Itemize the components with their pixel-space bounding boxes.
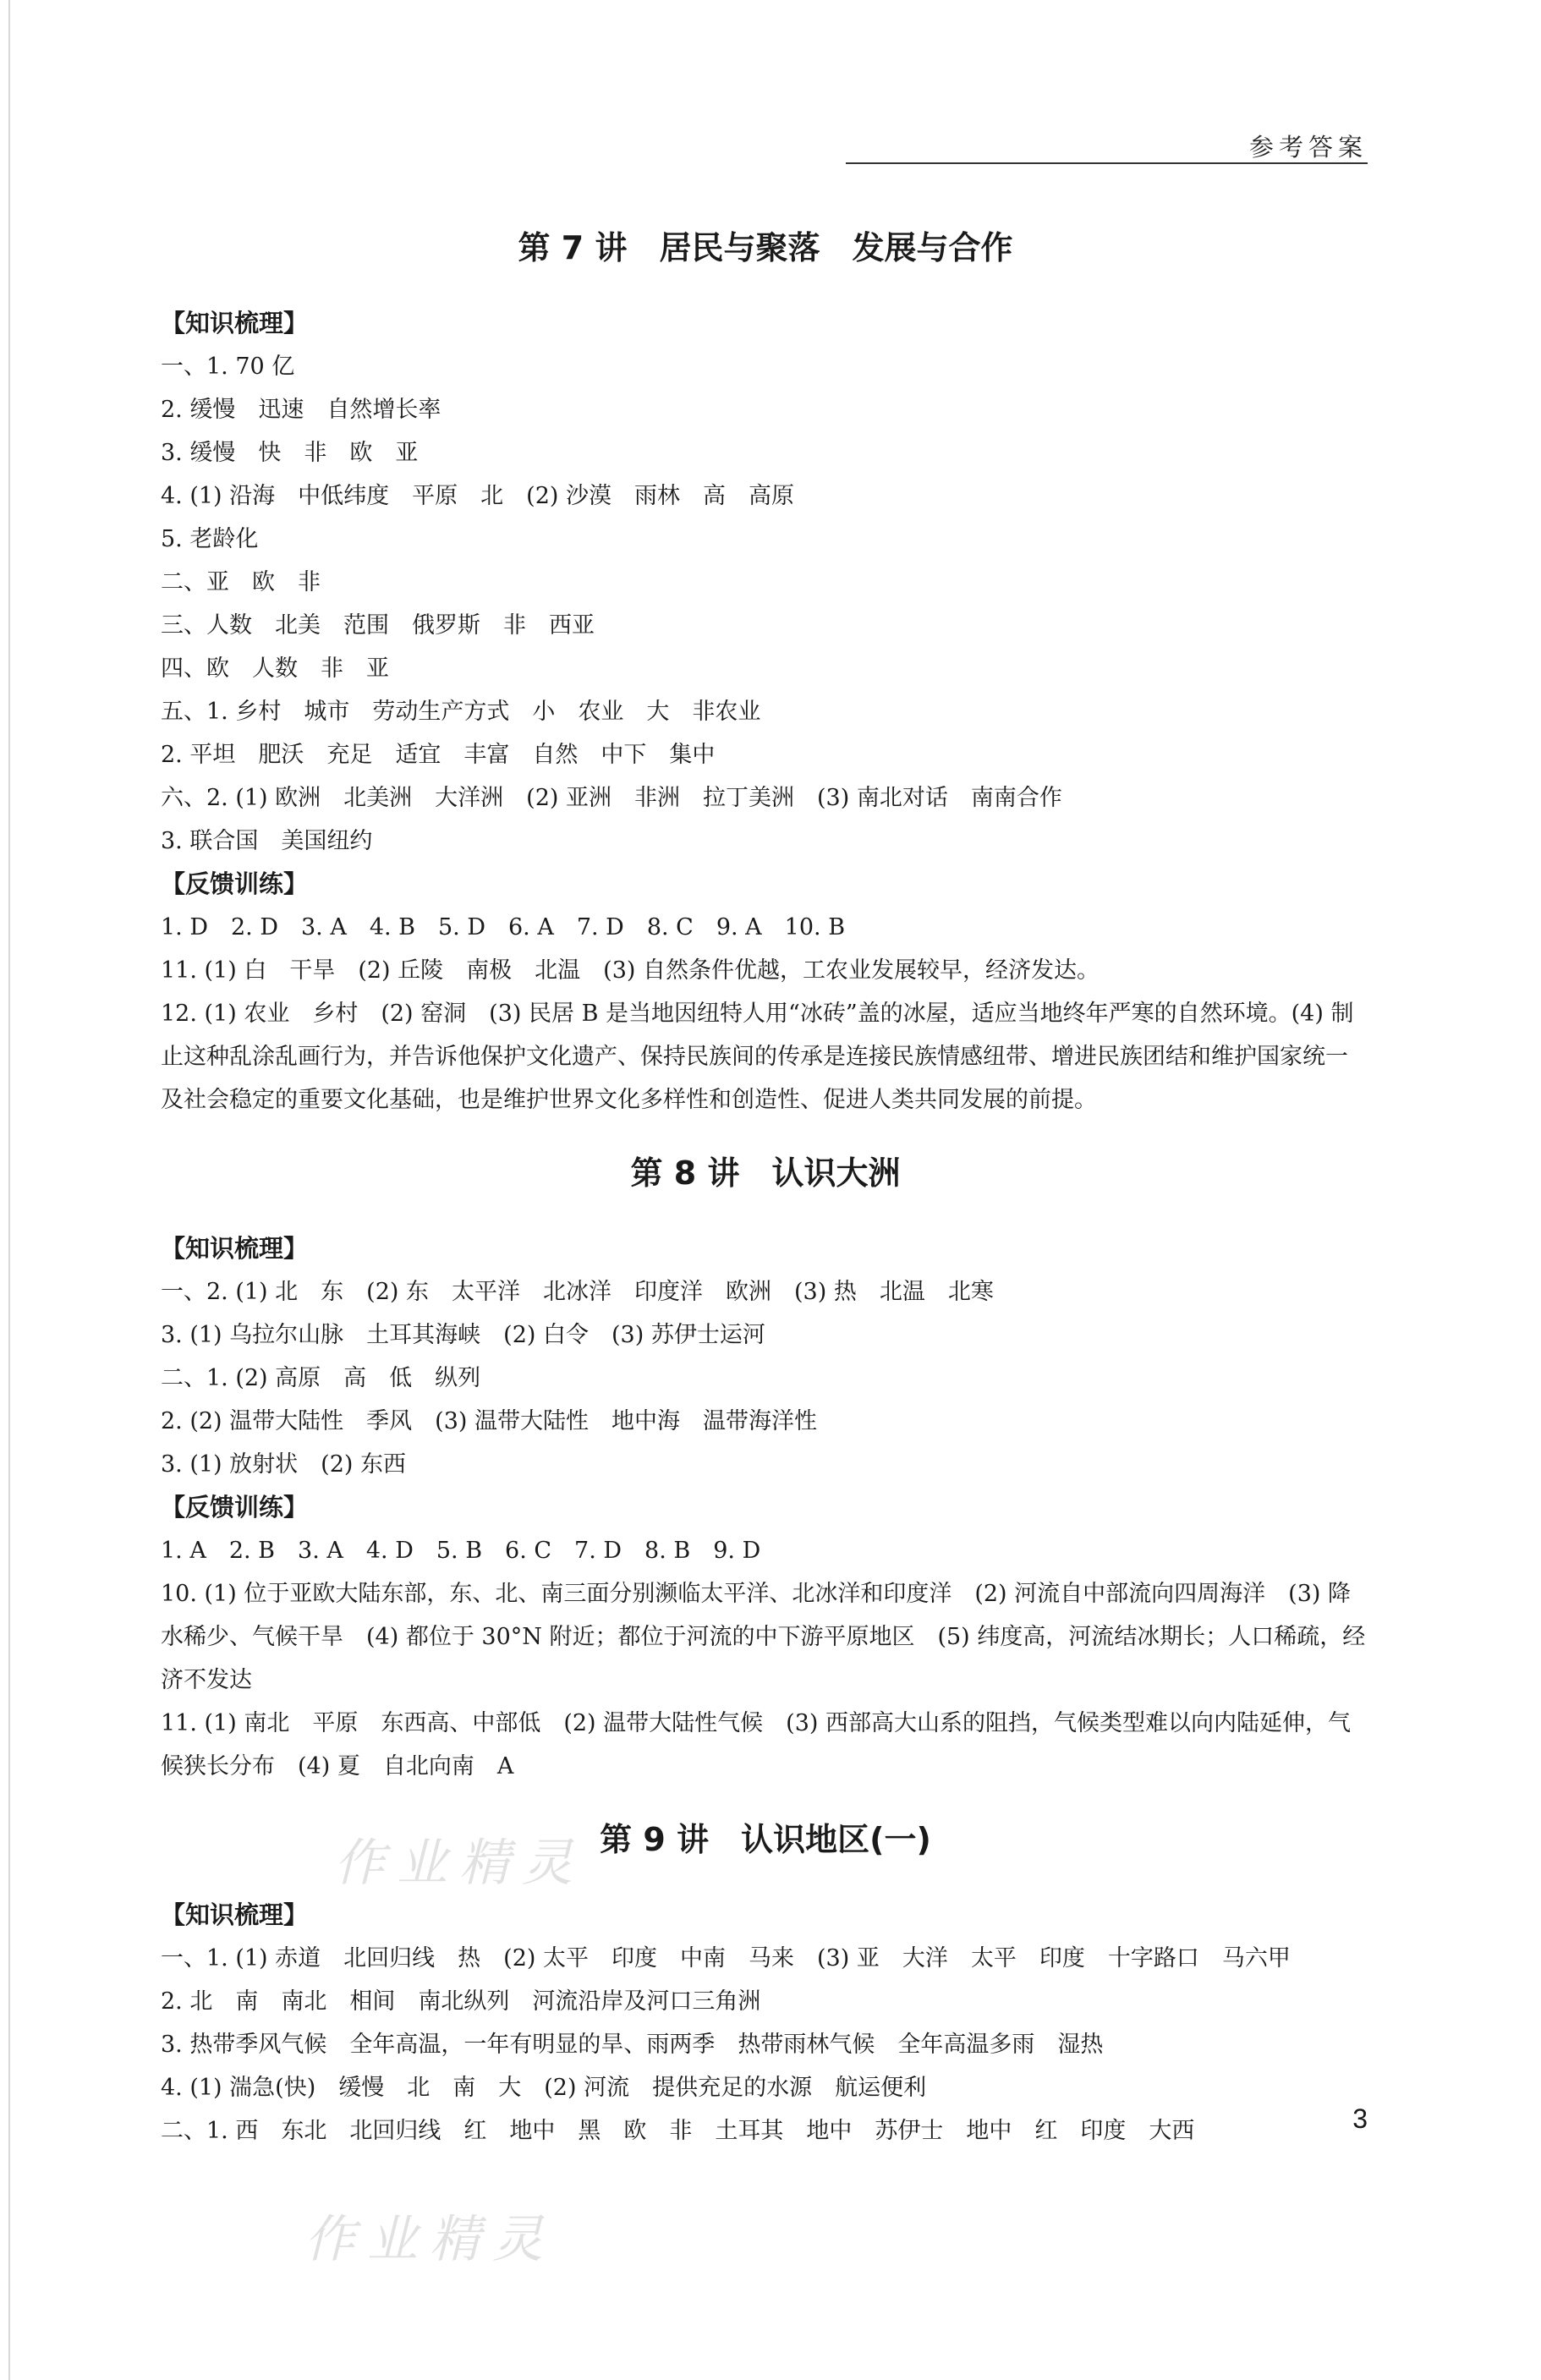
answer-line: 三、人数 北美 范围 俄罗斯 非 西亚 — [161, 612, 595, 639]
answer-line: 3. (1) 乌拉尔山脉 土耳其海峡 (2) 白令 (3) 苏伊士运河 — [161, 1322, 765, 1348]
answer-line: 六、2. (1) 欧洲 北美洲 大洋洲 (2) 亚洲 非洲 拉丁美洲 (3) 南北对话 南南合作 — [161, 785, 1062, 811]
answer-line: 5. 老龄化 — [161, 526, 259, 552]
answer-line: 二、亚 欧 非 — [161, 569, 321, 595]
answer-line: 一、1. 70 亿 — [161, 354, 295, 380]
answer-line: 2. (2) 温带大陆性 季风 (3) 温带大陆性 地中海 温带海洋性 — [161, 1408, 817, 1434]
answer-line: 11. (1) 南北 平原 东西高、中部低 (2) 温带大陆性气候 (3) 西部高大山系的阻挡，气候类型难以向内陆延伸，气候狭长分布 (4) 夏 自北向南 A — [161, 1710, 1352, 1780]
running-header: 参考答案 — [1248, 133, 1368, 162]
header-rule — [846, 162, 1368, 164]
section-heading: 【反馈训练】 — [161, 869, 309, 898]
lecture-title: 第 8 讲 认识大洲 — [630, 1154, 901, 1192]
lecture-title: 第 7 讲 居民与聚落 发展与合作 — [518, 229, 1013, 266]
answer-line: 2. 平坦 肥沃 充足 适宜 丰富 自然 中下 集中 — [161, 742, 716, 768]
answer-line: 1. A 2. B 3. A 4. D 5. B 6. C 7. D 8. B 9. D — [161, 1538, 761, 1564]
answer-line: 一、2. (1) 北 东 (2) 东 太平洋 北冰洋 印度洋 欧洲 (3) 热 北温 北寒 — [161, 1279, 994, 1305]
answer-line: 1. D 2. D 3. A 4. B 5. D 6. A 7. D 8. C 9. A 10. B — [161, 914, 846, 940]
watermark: 作业精灵 — [304, 2210, 555, 2269]
answer-line: 4. (1) 沿海 中低纬度 平原 北 (2) 沙漠 雨林 高 高原 — [161, 483, 794, 509]
answer-line: 一、1. (1) 赤道 北回归线 热 (2) 太平 印度 中南 马来 (3) 亚 大洋 太平 印度 十字路口 马六甲 — [161, 1945, 1291, 1971]
watermark: 作业精灵 — [334, 1834, 584, 1893]
answer-line: 3. 热带季风气候 全年高温，一年有明显的旱、雨两季 热带雨林气候 全年高温多雨 湿热 — [161, 2032, 1104, 2058]
answer-line: 四、欧 人数 非 亚 — [161, 655, 389, 682]
section-heading: 【反馈训练】 — [161, 1493, 309, 1522]
lecture-title: 第 9 讲 认识地区(一) — [600, 1821, 931, 1858]
answer-line: 4. (1) 湍急(快) 缓慢 北 南 大 (2) 河流 提供充足的水源 航运便利 — [161, 2075, 927, 2101]
section-heading: 【知识梳理】 — [161, 1234, 309, 1263]
answer-line: 11. (1) 白 干旱 (2) 丘陵 南极 北温 (3) 自然条件优越，工农业发展较早，经济发达。 — [161, 957, 1100, 984]
answer-line: 五、1. 乡村 城市 劳动生产方式 小 农业 大 非农业 — [161, 699, 761, 725]
answer-line: 12. (1) 农业 乡村 (2) 窑洞 (3) 民居 B 是当地因纽特人用“冰砖”盖的冰屋，适应当地终年严寒的自然环境。(4) 制止这种乱涂乱画行为，并告诉他保护文化遗产、保持民族间的传承是连接民族情感纽带、增进民族团结和维护国家统一及社会稳定的重要文化基础，也是维护世界文化多样性和创造性、促进人类共同发展的前提。 — [161, 1001, 1354, 1113]
answer-line: 10. (1) 位于亚欧大陆东部，东、北、南三面分别濒临太平洋、北冰洋和印度洋 (2) 河流自中部流向四周海洋 (3) 降水稀少、气候干旱 (4) 都位于 30°N 附近；都位于河流的中下游平原地区 (5) 纬度高，河流结冰期长；人口稀疏，经济不发达 — [161, 1581, 1366, 1693]
answer-line: 3. (1) 放射状 (2) 东西 — [161, 1451, 406, 1478]
answer-line: 3. 缓慢 快 非 欧 亚 — [161, 440, 419, 466]
answer-line: 3. 联合国 美国纽约 — [161, 828, 373, 854]
answer-line: 2. 北 南 南北 相间 南北纵列 河流沿岸及河口三角洲 — [161, 1988, 761, 2015]
answer-line: 2. 缓慢 迅速 自然增长率 — [161, 397, 441, 423]
section-heading: 【知识梳理】 — [161, 1900, 309, 1929]
answer-content — [161, 222, 1370, 2152]
answer-line: 二、1. (2) 高原 高 低 纵列 — [161, 1365, 481, 1391]
page-number: 3 — [1352, 2103, 1368, 2134]
section-heading: 【知识梳理】 — [161, 309, 309, 337]
answer-line: 二、1. 西 东北 北回归线 红 地中 黑 欧 非 土耳其 地中 苏伊士 地中 红 印度 大西 — [161, 2118, 1195, 2144]
page-edge — [8, 0, 10, 2380]
